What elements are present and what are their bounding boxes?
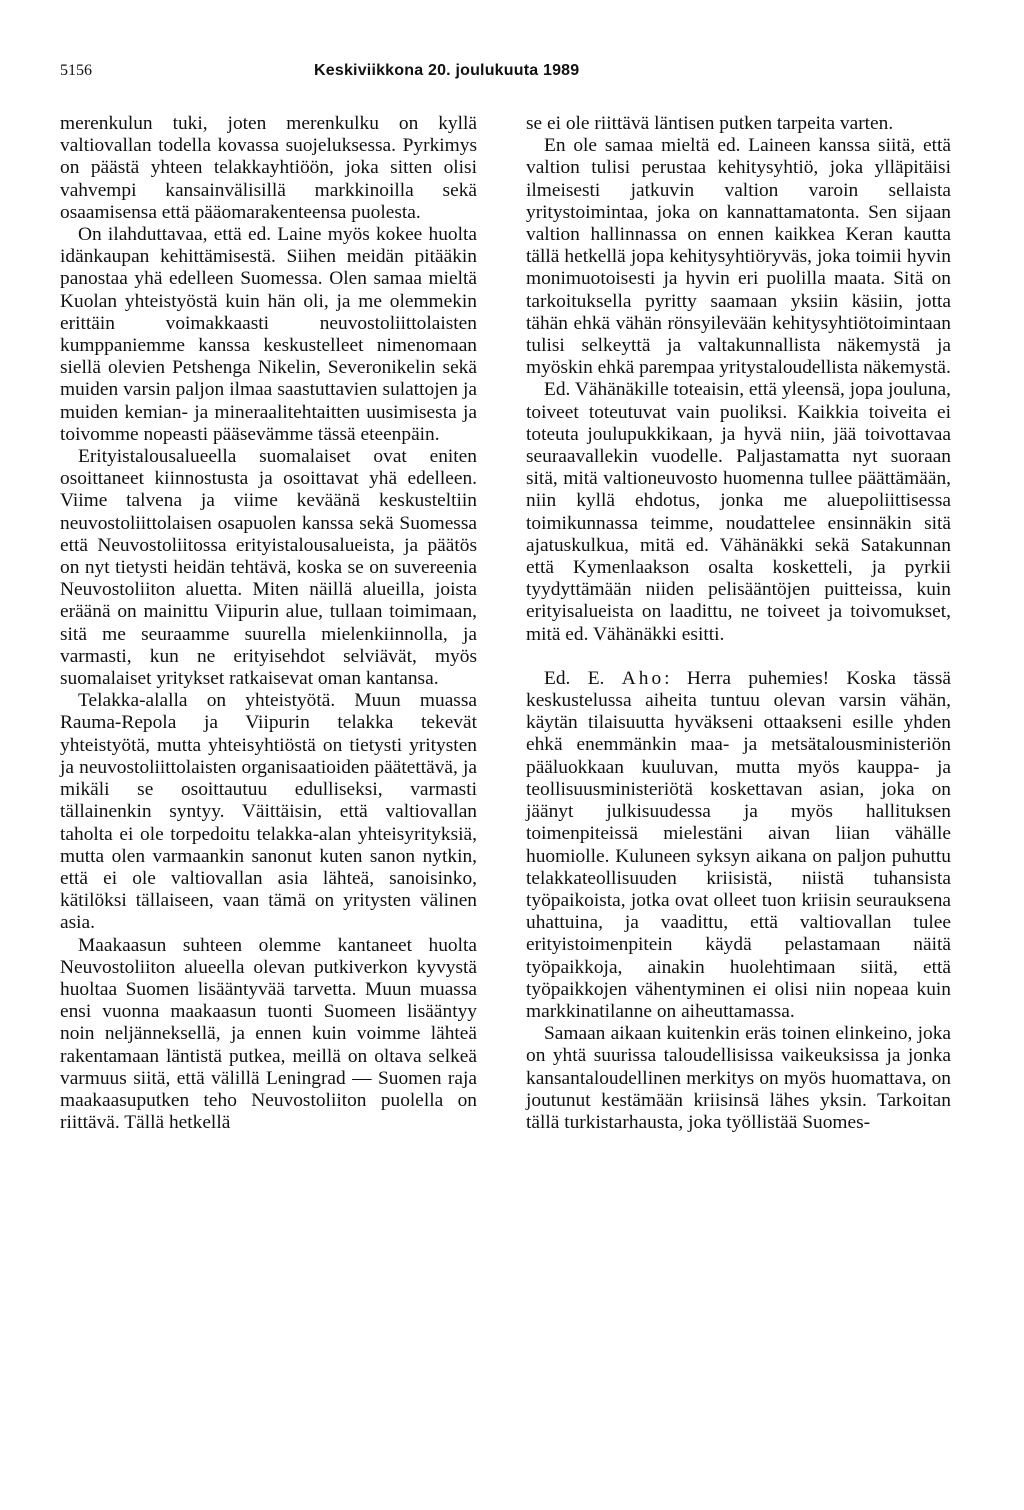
running-title: Keskiviikkona 20. joulukuuta 1989 — [314, 62, 580, 79]
paragraph: Maakaasun suhteen olemme kantaneet huolta Neuvostoliiton alueella olevan putkiverkon kyvystä huoltaa Suomen lisääntyvää tarvetta. Muun muassa ensi vuonna maakaasun tuonti Suomeen lisääntyy noin neljänneksellä, ja ennen kuin voimme lähteä rakentamaan läntistä putkea, meillä on oltava selkeä varmuus siitä, että välillä Leningrad — Suomen raja maakaasuputken teho Neuvostoliiton puolella on riittävä. Tällä hetkellä — [60, 934, 477, 1134]
page-number: 5156 — [60, 62, 92, 79]
paragraph: Telakka-alalla on yhteistyötä. Muun muassa Rauma-Repola ja Viipurin telakka tekevät yhteistyötä, mutta yhteisyhtiöstä on tietysti yritysten ja neuvostoliittolaisten organisaatioiden päätettävä, ja mikäli se osoittautuu edulliseksi, varmasti tällainenkin syntyy. Väittäisin, että valtiovallan taholta ei ole torpedoitu telakka-alan yhteisyrityksiä, mutta olen varmaankin sanonut kuten sanon nytkin, että ei ole valtiovallan asia lähteä, sanoisinko, kätilöksi tällaiseen, vaan tämä on yritysten välinen asia. — [60, 690, 477, 934]
paragraph: Ed. Vähänäkille toteaisin, että yleensä, jopa jouluna, toiveet toteutuvat vain puoliksi. Kaikkia toiveita ei toteuta joulupukkikaan, ja hyvä niin, jää toivottavaa seuraavallekin vuodelle. Paljastamatta nyt suoraan sitä, mitä valtioneuvosto huomenna tullee päättämään, niin kyllä ehdotus, jonka me aluepoliittisessa toimikunnassa teimme, noudattelee ensinnäkin sitä ajatuskulkua, mitä ed. Vähänäkki sekä Satakunnan että Kymenlaakson osalta kosketteli, ja pyrkii tyydyttämään niiden pelisääntöjen puitteissa, kuin erityisalueista on laadittu, ne toiveet ja toivomukset, mitä ed. Vähänäkki esitti. — [526, 379, 951, 645]
speech-paragraph — [526, 668, 951, 1023]
left-column — [60, 113, 477, 1134]
paragraph: En ole samaa mieltä ed. Laineen kanssa siitä, että valtion tulisi perustaa kehitysyhtiö, joka ylläpitäisi ilmeisesti jatkuvin valtion varoin sellaista yritystoimintaa, joka on kannattamatonta. Sen sijaan valtion hallinnassa on ennen kaikkea Keran kautta tällä hetkellä jopa kehitysyhtiöryväs, joka toimii hyvin monimuotoisesti ja hyvin eri puolilla maata. Sitä on tarkoituksella pyritty saamaan yksiin käsiin, jotta tähän ehkä vähän rönsyilevään kehitysyhtiötoimintaan tulisi selkeyttä ja valtakunnallista näkemystä ja myöskin ehkä parempaa yritystaloudellista näkemystä. — [526, 135, 951, 379]
right-column — [526, 113, 951, 1134]
paragraph: se ei ole riittävä läntisen putken tarpeita varten. — [526, 113, 894, 134]
speaker-name: Aho — [621, 667, 665, 689]
paragraph: Erityistalousalueella suomalaiset ovat eniten osoittaneet kiinnostusta ja osoittavat yhä edelleen. Viime talvena ja viime keväänä keskusteltiin neuvostoliittolaisen osapuolen kanssa sekä Suomessa että Neuvostoliitossa erityistalousalueista, ja päätös on nyt tietysti heidän tehtävä, koska se on suvereenia Neuvostoliiton aluetta. Miten näillä alueilla, joista eräänä on mainittu Viipurin alue, tullaan toimimaan, sitä me seuraamme suurella mielenkiinnolla, ja varmasti, kun ne erityisehdot selviävät, myös suomalaiset yritykset ratkaisevat oman kantansa. — [60, 446, 477, 690]
page-header — [60, 62, 964, 86]
paragraph: On ilahduttavaa, että ed. Laine myös kokee huolta idänkaupan kehittämisestä. Siihen meidän pitääkin panostaa yhä edelleen Suomessa. Olen samaa mieltä Kuolan yhteistyöstä kuin hän oli, ja me olemmekin erittäin voimakkaasti neuvostoliittolaisten kumppaniemme kanssa keskustelleet nimenomaan siellä olevien Petshenga Nikelin, Severonikelin sekä muiden varsin paljon ilmaa saastuttavien sulattojen ja muiden kemian- ja mineraalitehtaitten uusimisesta ja toivomme nopeasti pääsevämme tässä eteenpäin. — [60, 224, 477, 445]
paragraph: Samaan aikaan kuitenkin eräs toinen elinkeino, joka on yhtä suurissa taloudellisissa vaikeuksissa ja jonka kansantaloudellinen merkitys on myös huomattava, on joutunut kestämään kriisinsä lähes yksin. Tarkoitan tällä turkistarhausta, joka työllistää Suomes- — [526, 1023, 951, 1133]
speech-text: : Herra puhemies! Koska tässä keskustelussa aiheita tuntuu olevan varsin vähän, käytän tilaisuutta hyväkseni ottaakseni esille yhden ehkä enemmänkin maa- ja metsätalousministeriön pääluokkaan kuuluvan, mutta myös kauppa- ja teollisuusministeriötä koskettavan asian, joka on jäänyt julkisuudessa ja myös hallituksen toimenpiteissä mielestäni aivan liian vähälle huomiolle. Kuluneen syksyn aikana on paljon puhuttu telakkateollisuuden kriisistä, niistä tuhansista työpaikoista, jotka ovat olleet tuon kriisin seurauksena uhattuina, ja vaadittu, että valtiovallan tulee erityistoimenpitein käydä pelastamaan näitä työpaikkoja, ainakin huolehtimaan siitä, että työpaikkojen vähentyminen ei olisi niin nopeaa kuin markkinatilanne on aiheuttamassa. — [526, 667, 952, 1022]
paragraph: merenkulun tuki, joten merenkulku on kyllä valtiovallan todella kovassa suojeluksessa. Pyrkimys on päästä yhteen telakkayhtiöön, joka sitten olisi vahvempi kansainvälisillä markkinoilla sekä osaamisensa että pääomarakenteensa puolesta. — [60, 113, 477, 223]
speaker-prefix: Ed. E. — [544, 667, 622, 689]
